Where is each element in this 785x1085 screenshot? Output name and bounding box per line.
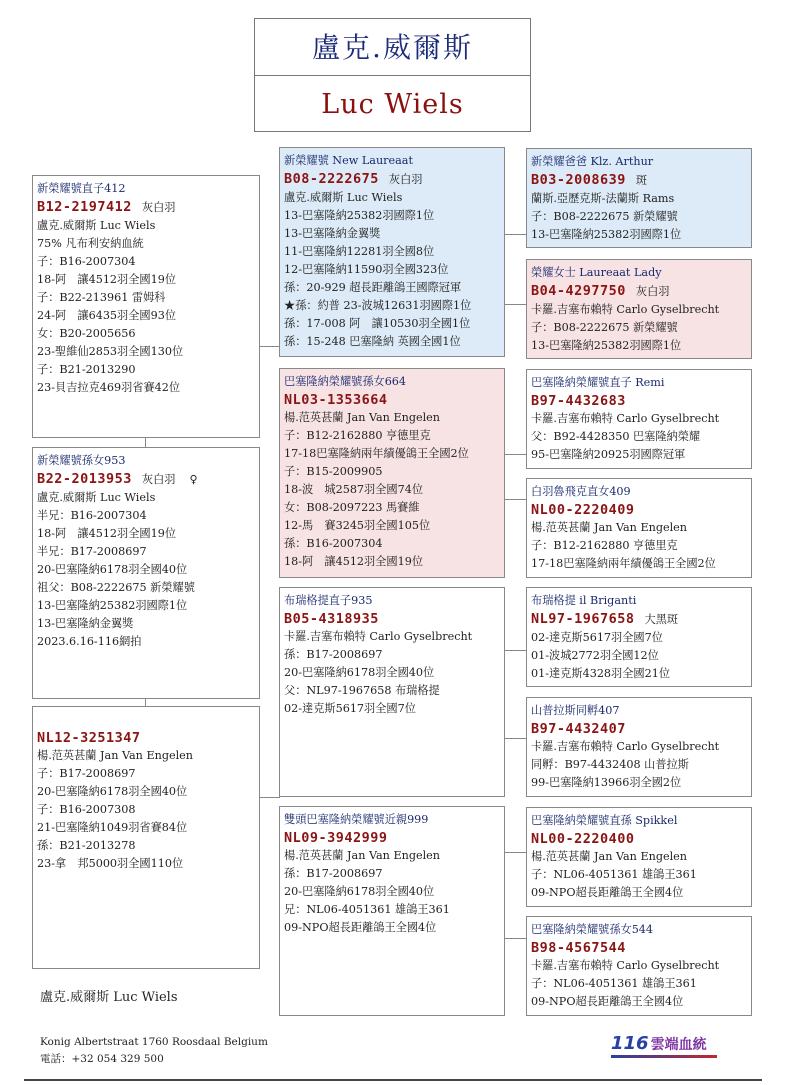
card-caption: 巴塞隆納榮耀號孫女544: [531, 923, 654, 936]
card-caption: 巴塞隆納榮耀號直子 Remi: [531, 376, 665, 389]
card-line: 21-巴塞隆納1049羽省賽84位: [37, 821, 188, 834]
ring-number: B97-4432683: [531, 393, 626, 409]
card-line: ★孫：約普 23-波城12631羽國際1位: [284, 299, 472, 312]
connector: [145, 437, 146, 447]
card-line: 01-波城2772羽全國12位: [531, 649, 659, 662]
card-line: 祖父：B08-2222675 新榮耀號: [37, 581, 195, 594]
card-sire: [279, 147, 505, 357]
card-line: 子：B16-2007308: [37, 803, 136, 816]
card-line: 02-達克斯5617羽全國7位: [531, 631, 663, 644]
ring-number: B22-2013953 灰白羽 ♀: [37, 471, 198, 487]
connector: [504, 499, 526, 500]
card-line: 子：B08-2222675 新榮耀號: [531, 321, 678, 334]
card-sire-sire: [526, 148, 752, 248]
logo-text: 雲端血統: [650, 1037, 707, 1053]
card-line: 2023.6.16-116網拍: [37, 635, 142, 648]
card-line: 卡羅.吉塞布賴特 Carlo Gyselbrecht: [531, 959, 720, 972]
card-dam-subject: [32, 706, 260, 969]
card-dam2-dam: [526, 916, 752, 1016]
bottom-rule: [24, 1079, 762, 1081]
ring-number: B08-2222675 灰白羽: [284, 171, 423, 187]
card-line: 盧克.威爾斯 Luc Wiels: [37, 219, 156, 232]
card-line: 卡羅.吉塞布賴特 Carlo Gyselbrecht: [284, 630, 473, 643]
card-line: 卡羅.吉塞布賴特 Carlo Gyselbrecht: [531, 740, 720, 753]
card-line: 卡羅.吉塞布賴特 Carlo Gyselbrecht: [531, 412, 720, 425]
card-line: 女：B20-2005656: [37, 327, 136, 340]
card-caption: 巴塞隆納榮耀號孫女664: [284, 375, 407, 388]
card-dam: [279, 368, 505, 578]
card-line: 楊.范英甚蘭 Jan Van Engelen: [284, 411, 441, 424]
color-label: 斑: [635, 174, 648, 187]
card-caption: 新榮耀號直子412: [37, 182, 126, 195]
phone: 電話：+32 054 329 500: [40, 1053, 164, 1065]
card-line: 兄：NL06-4051361 雄鴿王361: [284, 903, 450, 916]
owner-name: 盧克.威爾斯 Luc Wiels: [40, 990, 178, 1005]
card-line: 23-貝吉拉克469羽省賽42位: [37, 381, 181, 394]
card-dam-sire: [526, 369, 752, 469]
logo-underline: [611, 1055, 717, 1058]
card-line: 孫：15-248 巴塞隆納 英國全國1位: [284, 335, 461, 348]
card-sire2-dam: [526, 697, 752, 797]
card-line: 13-巴塞隆納25382羽國際1位: [531, 339, 682, 352]
ring-number: B97-4432407: [531, 721, 626, 737]
card-line: 02-達克斯5617羽全國7位: [284, 702, 416, 715]
ring-number: B04-4297750 灰白羽: [531, 283, 670, 299]
card-line: 75% 凡布利安納血統: [37, 237, 144, 250]
card-caption: 布瑞格提直子935: [284, 594, 373, 607]
card-line: 95-巴塞隆納20925羽國際冠軍: [531, 448, 686, 461]
color-label: 大黑斑: [644, 613, 679, 626]
connector: [259, 346, 280, 347]
connector: [504, 454, 526, 455]
card-line: 子：B12-2162880 亨德里克: [531, 539, 678, 552]
card-line: 09-NPO超長距離鴿王全國4位: [531, 886, 684, 899]
card-line: 孫：B16-2007304: [284, 537, 383, 550]
card-line: 99-巴塞隆納13966羽全國2位: [531, 776, 682, 789]
card-line: 孫：B17-2008697: [284, 867, 383, 880]
title-english: Luc Wiels: [321, 89, 464, 120]
card-line: 13-巴塞隆納25382羽國際1位: [284, 209, 435, 222]
card-line: 20-巴塞隆納6178羽全國40位: [284, 666, 435, 679]
card-line: 11-巴塞隆納12281羽全國8位: [284, 245, 435, 258]
card-dam2: [279, 806, 505, 1016]
card-sire2-sire: [526, 587, 752, 687]
female-symbol: ♀: [189, 473, 198, 486]
card-line: 子：B21-2013290: [37, 363, 136, 376]
card-sibling: [32, 447, 260, 699]
card-line: 蘭斯.亞歷克斯-法蘭斯 Rams: [531, 192, 675, 205]
card-line: 20-巴塞隆納6178羽全國40位: [284, 885, 435, 898]
card-caption: 巴塞隆納榮耀號直孫 Spikkel: [531, 814, 678, 827]
title-chinese: 盧克.威爾斯: [255, 19, 530, 76]
card-caption: 新榮耀號 New Laureaat: [284, 154, 413, 167]
ring-number: NL12-3251347: [37, 730, 141, 746]
ring-number: NL97-1967658 大黑斑: [531, 611, 679, 627]
card-line: 半兄：B17-2008697: [37, 545, 147, 558]
card-caption: 白羽魯飛克直女409: [531, 485, 631, 498]
card-line: 17-18巴塞隆納兩年績優鴿王全國2位: [531, 557, 716, 570]
card-line: 13-巴塞隆納金翼獎: [284, 227, 381, 240]
address: Konig Albertstraat 1760 Roosdaal Belgium: [40, 1036, 268, 1048]
connector: [504, 234, 526, 235]
connector: [504, 650, 526, 651]
card-sire-dam: [526, 259, 752, 359]
card-dam-dam: [526, 478, 752, 578]
card-caption: 新榮耀爸爸 Klz. Arthur: [531, 155, 654, 168]
connector: [145, 698, 146, 706]
card-dam2-sire: [526, 807, 752, 907]
card-line: 孫：17-008 阿 讓10530羽全國1位: [284, 317, 471, 330]
card-line: 孫：B21-2013278: [37, 839, 136, 852]
ring-number: B12-2197412 灰白羽: [37, 199, 176, 215]
card-line: 09-NPO超長距離鴿王全國4位: [531, 995, 684, 1008]
card-line: 24-阿 讓6435羽全國93位: [37, 309, 177, 322]
connector: [504, 938, 526, 939]
card-line: 01-達克斯4328羽全國21位: [531, 667, 671, 680]
color-label: 灰白羽: [388, 173, 423, 186]
card-line: 半兄：B16-2007304: [37, 509, 147, 522]
card-line: 12-馬 賽3245羽全國105位: [284, 519, 431, 532]
ring-number: B98-4567544: [531, 940, 626, 956]
color-label: 灰白羽: [141, 201, 176, 214]
ring-number: NL00-2220409: [531, 502, 635, 518]
card-sire2: [279, 587, 505, 797]
card-line: 17-18巴塞隆納兩年績優鴿王全國2位: [284, 447, 469, 460]
card-line: 18-阿 讓4512羽全國19位: [37, 527, 177, 540]
card-line: 女：B08-2097223 馬賽維: [284, 501, 420, 514]
card-line: 子：NL06-4051361 雄鴿王361: [531, 868, 697, 881]
ring-number: B05-4318935: [284, 611, 379, 627]
card-line: 12-巴塞隆納11590羽全國323位: [284, 263, 449, 276]
card-caption: 山普拉斯同孵407: [531, 704, 620, 717]
contact-block: [40, 1034, 268, 1068]
card-line: 盧克.威爾斯 Luc Wiels: [37, 491, 156, 504]
card-line: 子：B16-2007304: [37, 255, 136, 268]
card-line: 子：B17-2008697: [37, 767, 136, 780]
card-line: 18-阿 讓4512羽全國19位: [284, 555, 424, 568]
card-line: 盧克.威爾斯 Luc Wiels: [284, 191, 403, 204]
card-line: 13-巴塞隆納金翼獎: [37, 617, 134, 630]
ring-number: NL03-1353664: [284, 392, 388, 408]
card-line: 卡羅.吉塞布賴特 Carlo Gyselbrecht: [531, 303, 720, 316]
connector: [504, 738, 526, 739]
card-line: 孫：B17-2008697: [284, 648, 383, 661]
card-line: 23-拿 邦5000羽全國110位: [37, 857, 184, 870]
card-caption: 雙頭巴塞隆納榮耀號近親999: [284, 813, 429, 826]
connector: [504, 852, 526, 853]
connector: [259, 797, 280, 798]
connector: [504, 304, 526, 305]
card-line: 18-波 城2587羽全國74位: [284, 483, 424, 496]
card-caption: 榮耀女士 Laureaat Lady: [531, 266, 662, 279]
card-line: 13-巴塞隆納25382羽國際1位: [37, 599, 188, 612]
card-caption: 布瑞格提 il Briganti: [531, 594, 637, 607]
card-line: 子：NL06-4051361 雄鴿王361: [531, 977, 697, 990]
card-line: 子：B08-2222675 新榮耀號: [531, 210, 678, 223]
card-line: 子：B22-213961 雷姆科: [37, 291, 166, 304]
card-line: 楊.范英甚蘭 Jan Van Engelen: [531, 850, 688, 863]
brand-logo: [611, 1033, 707, 1054]
ring-number: NL09-3942999: [284, 830, 388, 846]
card-line: 楊.范英甚蘭 Jan Van Engelen: [37, 749, 194, 762]
card-line: 20-巴塞隆納6178羽全國40位: [37, 563, 188, 576]
title-box: [254, 18, 531, 132]
card-line: 23-聖維仙2853羽全國130位: [37, 345, 184, 358]
card-line: 18-阿 讓4512羽全國19位: [37, 273, 177, 286]
card-caption: 新榮耀號孫女953: [37, 454, 126, 467]
logo-number: 116: [611, 1033, 649, 1054]
card-line: 同孵：B97-4432408 山普拉斯: [531, 758, 689, 771]
card-line: 孫：20-929 超長距離鴿王國際冠軍: [284, 281, 462, 294]
ring-number: NL00-2220400: [531, 831, 635, 847]
card-line: 13-巴塞隆納25382羽國際1位: [531, 228, 682, 241]
card-line: 子：B15-2009905: [284, 465, 383, 478]
color-label: 灰白羽: [141, 473, 176, 486]
color-label: 灰白羽: [635, 285, 670, 298]
card-line: 父：B92-4428350 巴塞隆納榮耀: [531, 430, 701, 443]
card-line: 20-巴塞隆納6178羽全國40位: [37, 785, 188, 798]
card-subject: [32, 175, 260, 438]
card-line: 父：NL97-1967658 布瑞格提: [284, 684, 440, 697]
card-line: 子：B12-2162880 亨德里克: [284, 429, 431, 442]
ring-number: B03-2008639 斑: [531, 172, 648, 188]
card-line: 楊.范英甚蘭 Jan Van Engelen: [531, 521, 688, 534]
card-line: 09-NPO超長距離鴿王全國4位: [284, 921, 437, 934]
card-line: 楊.范英甚蘭 Jan Van Engelen: [284, 849, 441, 862]
